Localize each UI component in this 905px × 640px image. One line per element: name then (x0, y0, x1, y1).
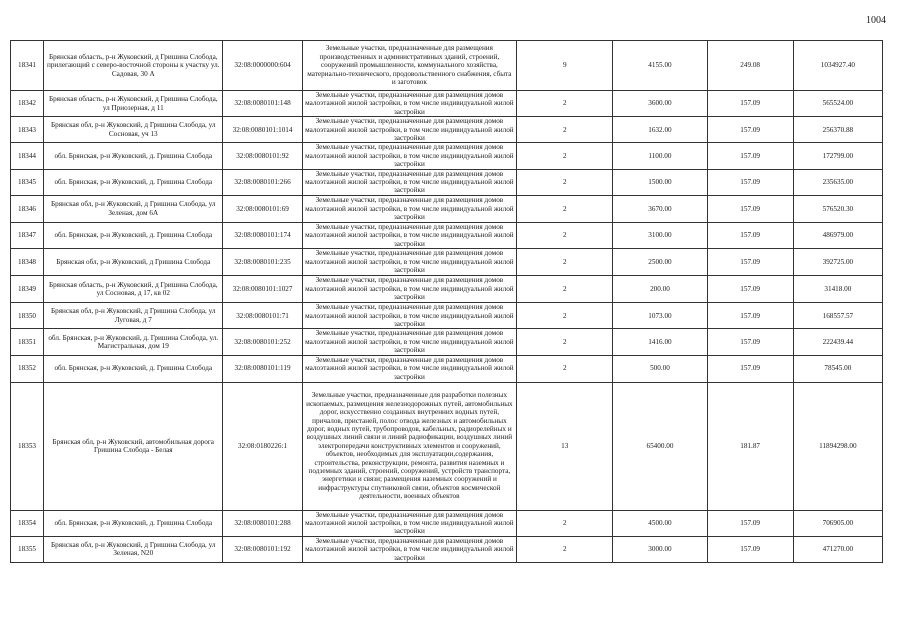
land-use-cell: Земельные участки, предназначенные для размещения домов малоэтажной жилой застройки, в том числе индивидуальной жилой застройки (302, 143, 516, 169)
land-use-cell: Земельные участки, предназначенные для размещения домов малоэтажной жилой застройки, в том числе индивидуальной жилой застройки (302, 195, 516, 222)
cadastral-value-cell: 222439.44 (793, 329, 882, 355)
specific-value-cell: 157.09 (707, 510, 793, 536)
cadastral-value-cell: 11894298.00 (793, 382, 882, 510)
use-code-cell: 2 (517, 355, 613, 382)
cadastral-number-cell: 32:08:0080101:235 (223, 249, 302, 276)
table-row (11, 91, 883, 117)
area-cell: 65400.00 (613, 382, 707, 510)
table-row (11, 276, 883, 303)
use-code-cell: 2 (517, 303, 613, 329)
table-row (11, 222, 883, 248)
cadastral-value-cell: 565524.00 (793, 91, 882, 117)
address-cell: Брянская обл, р-н Жуковский, д Гришина Слобода, ул Луговая, д 7 (44, 303, 223, 329)
address-cell: Брянская обл, р-н Жуковский, д Гришина Слобода, ул Сосновая, уч 13 (44, 117, 223, 143)
land-use-cell: Земельные участки, предназначенные для размещения домов малоэтажной жилой застройки, в том числе индивидуальной жилой застройки (302, 169, 516, 195)
cadastral-value-cell: 392725.00 (793, 249, 882, 276)
use-code-cell: 2 (517, 276, 613, 303)
address-cell: Брянская обл, р-н Жуковский, д Гришина Слобода, ул Зеленая, дом 6А (44, 195, 223, 222)
area-cell: 3600.00 (613, 91, 707, 117)
specific-value-cell: 157.09 (707, 169, 793, 195)
record-id: 18355 (11, 536, 44, 562)
record-id: 18346 (11, 195, 44, 222)
use-code-cell: 2 (517, 222, 613, 248)
cadastral-number-cell: 32:08:0080101:266 (223, 169, 302, 195)
cadastral-number-cell: 32:08:0080101:148 (223, 91, 302, 117)
page-number: 1004 (866, 15, 886, 26)
cadastral-number-cell: 32:08:0080101:119 (223, 355, 302, 382)
area-cell: 500.00 (613, 355, 707, 382)
address-cell: Брянская обл, р-н Жуковский, д Гришина Слобода (44, 249, 223, 276)
cadastral-number-cell: 32:08:0080101:92 (223, 143, 302, 169)
area-cell: 2500.00 (613, 249, 707, 276)
specific-value-cell: 249.08 (707, 41, 793, 91)
use-code-cell: 2 (517, 249, 613, 276)
table-row (11, 195, 883, 222)
use-code-cell: 2 (517, 329, 613, 355)
register-body (11, 41, 883, 563)
cadastral-value-cell: 235635.00 (793, 169, 882, 195)
cadastral-value-cell: 31418.00 (793, 276, 882, 303)
table-row (11, 249, 883, 276)
record-id: 18349 (11, 276, 44, 303)
use-code-cell: 13 (517, 382, 613, 510)
area-cell: 3000.00 (613, 536, 707, 562)
specific-value-cell: 157.09 (707, 329, 793, 355)
specific-value-cell: 181.87 (707, 382, 793, 510)
use-code-cell: 2 (517, 195, 613, 222)
record-id: 18347 (11, 222, 44, 248)
cadastral-value-cell: 706905.00 (793, 510, 882, 536)
address-cell: обл. Брянская, р-н Жуковский, д. Гришина Слобода (44, 143, 223, 169)
area-cell: 1073.00 (613, 303, 707, 329)
cadastral-value-cell: 576520.30 (793, 195, 882, 222)
land-use-cell: Земельные участки, предназначенные для размещения производственных и административных зданий, строений, сооружений промышленности, коммунального хозяйства, материально-технического, продовольственного снабжения, сбыта и заготовок (302, 41, 516, 91)
area-cell: 1100.00 (613, 143, 707, 169)
land-use-cell: Земельные участки, предназначенные для размещения домов малоэтажной жилой застройки, в том числе индивидуальной жилой застройки (302, 91, 516, 117)
record-id: 18354 (11, 510, 44, 536)
area-cell: 200.00 (613, 276, 707, 303)
table-row (11, 169, 883, 195)
land-use-cell: Земельные участки, предназначенные для размещения домов малоэтажной жилой застройки, в том числе индивидуальной жилой застройки (302, 117, 516, 143)
record-id: 18353 (11, 382, 44, 510)
address-cell: обл. Брянская, р-н Жуковский, д. Гришина Слобода (44, 222, 223, 248)
address-cell: Брянская область, р-н Жуковский, д Гришина Слобода, прилегающий с северо-восточной стороны к участку ул. Садовая, 30 А (44, 41, 223, 91)
cadastral-number-cell: 32:08:0080101:1027 (223, 276, 302, 303)
table-row (11, 536, 883, 562)
specific-value-cell: 157.09 (707, 117, 793, 143)
land-use-cell: Земельные участки, предназначенные для размещения домов малоэтажной жилой застройки, в том числе индивидуальной жилой застройки (302, 222, 516, 248)
area-cell: 3100.00 (613, 222, 707, 248)
address-cell: Брянская область, р-н Жуковский, д Гришина Слобода, ул Приозерная, д 11 (44, 91, 223, 117)
address-cell: обл. Брянская, р-н Жуковский, д. Гришина Слобода (44, 355, 223, 382)
area-cell: 4155.00 (613, 41, 707, 91)
land-use-cell: Земельные участки, предназначенные для размещения домов малоэтажной жилой застройки, в том числе индивидуальной жилой застройки (302, 276, 516, 303)
area-cell: 1632.00 (613, 117, 707, 143)
area-cell: 1416.00 (613, 329, 707, 355)
specific-value-cell: 157.09 (707, 222, 793, 248)
land-use-cell: Земельные участки, предназначенные для размещения домов малоэтажной жилой застройки, в том числе индивидуальной жилой застройки (302, 355, 516, 382)
use-code-cell: 9 (517, 41, 613, 91)
cadastral-value-cell: 168557.57 (793, 303, 882, 329)
address-cell: Брянская обл, р-н Жуковский, д Гришина Слобода, ул Зеленая, N20 (44, 536, 223, 562)
use-code-cell: 2 (517, 169, 613, 195)
record-id: 18343 (11, 117, 44, 143)
record-id: 18351 (11, 329, 44, 355)
cadastral-number-cell: 32:08:0080101:174 (223, 222, 302, 248)
use-code-cell: 2 (517, 536, 613, 562)
record-id: 18352 (11, 355, 44, 382)
table-row (11, 329, 883, 355)
table-row (11, 303, 883, 329)
cadastral-number-cell: 32:08:0080101:288 (223, 510, 302, 536)
cadastral-value-cell: 471270.00 (793, 536, 882, 562)
cadastral-number-cell: 32:08:0000000:604 (223, 41, 302, 91)
table-row (11, 41, 883, 91)
area-cell: 3670.00 (613, 195, 707, 222)
record-id: 18341 (11, 41, 44, 91)
cadastral-number-cell: 32:08:0080101:252 (223, 329, 302, 355)
cadastral-number-cell: 32:08:0080101:71 (223, 303, 302, 329)
cadastral-value-cell: 78545.00 (793, 355, 882, 382)
land-use-cell: Земельные участки, предназначенные для размещения домов малоэтажной жилой застройки, в том числе индивидуальной жилой застройки (302, 329, 516, 355)
land-use-cell: Земельные участки, предназначенные для размещения домов малоэтажной жилой застройки, в том числе индивидуальной жилой застройки (302, 536, 516, 562)
cadastral-value-cell: 256370.88 (793, 117, 882, 143)
cadastral-value-cell: 486979.00 (793, 222, 882, 248)
specific-value-cell: 157.09 (707, 249, 793, 276)
use-code-cell: 2 (517, 510, 613, 536)
specific-value-cell: 157.09 (707, 91, 793, 117)
specific-value-cell: 157.09 (707, 143, 793, 169)
address-cell: Брянская обл, р-н Жуковский, автомобильная дорога Гришина Слобода - Белая (44, 382, 223, 510)
area-cell: 1500.00 (613, 169, 707, 195)
address-cell: обл. Брянская, р-н Жуковский, д. Гришина Слобода (44, 510, 223, 536)
use-code-cell: 2 (517, 91, 613, 117)
table-row (11, 382, 883, 510)
land-register-table (10, 40, 883, 563)
address-cell: Брянская область, р-н Жуковский, д Гришина Слобода, ул Сосновая, д 17, кв 02 (44, 276, 223, 303)
cadastral-value-cell: 172799.00 (793, 143, 882, 169)
land-use-cell: Земельные участки, предназначенные для размещения домов малоэтажной жилой застройки, в том числе индивидуальной жилой застройки (302, 510, 516, 536)
specific-value-cell: 157.09 (707, 355, 793, 382)
record-id: 18342 (11, 91, 44, 117)
land-use-cell: Земельные участки, предназначенные для размещения домов малоэтажной жилой застройки, в том числе индивидуальной жилой застройки (302, 303, 516, 329)
record-id: 18345 (11, 169, 44, 195)
area-cell: 4500.00 (613, 510, 707, 536)
land-use-cell: Земельные участки, предназначенные для разработки полезных ископаемых, размещения железнодорожных путей, автомобильных дорог, искусственно созданных внутренних водных путей, причалов, пристаней, полос отвода железных и автомобильных дорог, водных путей, трубопроводов, кабельных, радиорелейных и воздушных линий связи и линий радиофикации, воздушных линий электропередачи конструктивных элементов и сооружений, объектов, необходимых для эксплуатации,содержания, строительства, реконструкции, ремонта, развития наземных и подземных зданий, строений, сооружений, устройств транспорта, энергетики и связи; размещения наземных сооружений и инфраструктуры спутниковой связи, объектов космической деятельности, военных объектов (302, 382, 516, 510)
cadastral-number-cell: 32:08:0080101:69 (223, 195, 302, 222)
record-id: 18348 (11, 249, 44, 276)
specific-value-cell: 157.09 (707, 536, 793, 562)
table-row (11, 143, 883, 169)
land-use-cell: Земельные участки, предназначенные для размещения домов малоэтажной жилой застройки, в том числе индивидуальной жилой застройки (302, 249, 516, 276)
use-code-cell: 2 (517, 143, 613, 169)
use-code-cell: 2 (517, 117, 613, 143)
cadastral-number-cell: 32:08:0080101:192 (223, 536, 302, 562)
cadastral-number-cell: 32:08:0180226:1 (223, 382, 302, 510)
address-cell: обл. Брянская, р-н Жуковский, д. Гришина Слобода (44, 169, 223, 195)
table-row (11, 117, 883, 143)
table-row (11, 355, 883, 382)
specific-value-cell: 157.09 (707, 276, 793, 303)
table-row (11, 510, 883, 536)
cadastral-number-cell: 32:08:0080101:1014 (223, 117, 302, 143)
cadastral-value-cell: 1034927.40 (793, 41, 882, 91)
record-id: 18350 (11, 303, 44, 329)
specific-value-cell: 157.09 (707, 195, 793, 222)
record-id: 18344 (11, 143, 44, 169)
specific-value-cell: 157.09 (707, 303, 793, 329)
address-cell: обл. Брянская, р-н Жуковский, д. Гришина Слобода, ул. Магистральная, дом 19 (44, 329, 223, 355)
